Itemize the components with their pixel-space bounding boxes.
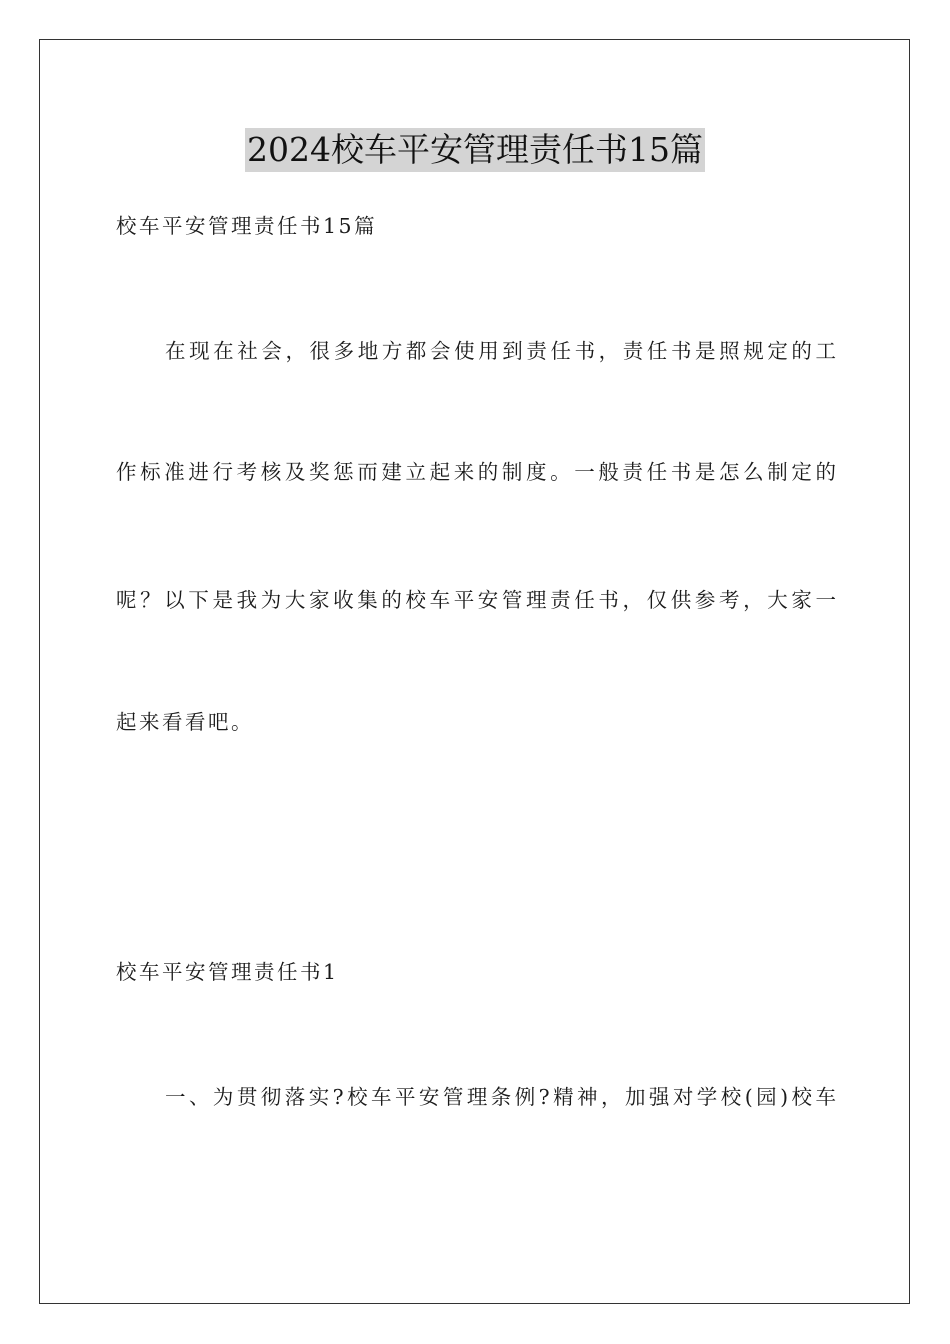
intro-line-1: 在现在社会，很多地方都会使用到责任书，责任书是照规定的工: [165, 339, 836, 363]
intro-line-3: 呢？以下是我为大家收集的校车平安管理责任书，仅供参考，大家一: [116, 588, 836, 612]
intro-line-2: 作标准进行考核及奖惩而建立起来的制度。一般责任书是怎么制定的: [116, 460, 836, 484]
section-first-line: 一、为贯彻落实?校车平安管理条例?精神，加强对学校(园)校车: [165, 1085, 836, 1109]
document-title: 2024校车平安管理责任书15篇: [245, 128, 705, 172]
section-heading: 校车平安管理责任书1: [116, 960, 339, 984]
title-container: [0, 128, 950, 172]
document-subtitle: 校车平安管理责任书15篇: [116, 214, 378, 238]
intro-line-4: 起来看看吧。: [116, 710, 254, 734]
